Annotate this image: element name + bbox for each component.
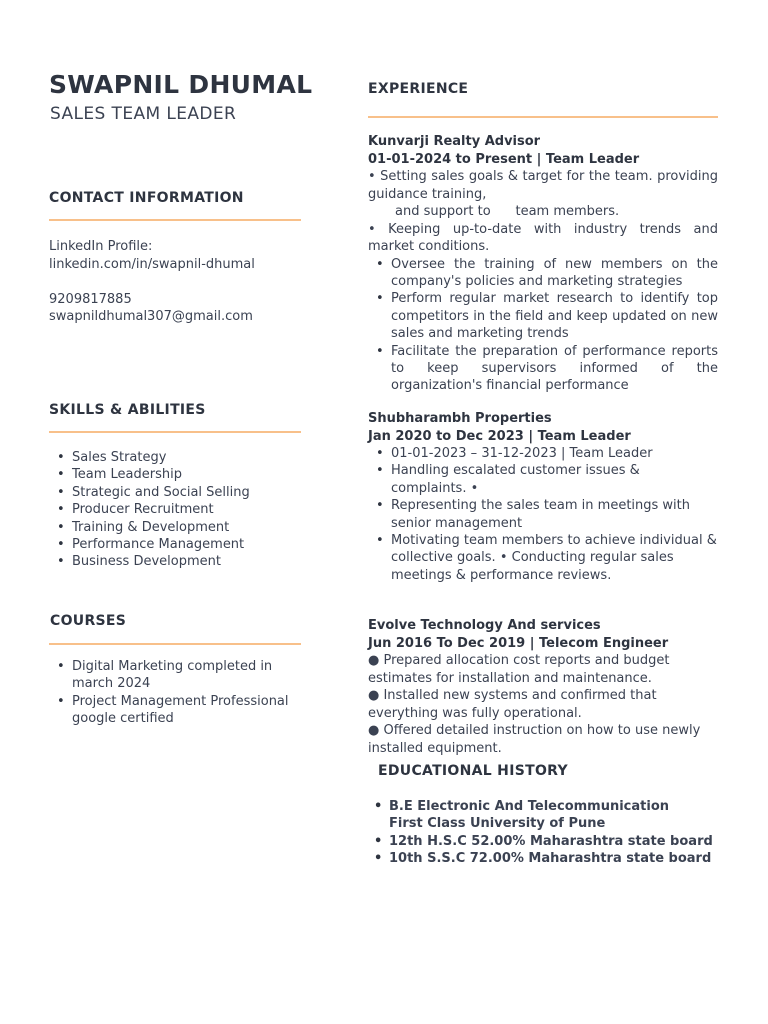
courses-list: [49, 658, 299, 728]
job-bullets: [368, 445, 718, 584]
skills-divider: [49, 431, 301, 433]
job-bullet: • Oversee the training of new members on the company's policies and marketing strategies: [368, 256, 718, 291]
skill-item: • Sales Strategy: [49, 449, 309, 466]
skills-list: [49, 449, 309, 571]
education-item: First Class University of Pune: [389, 816, 606, 832]
resume-job-title: SALES TEAM LEADER: [50, 104, 237, 124]
skill-item: • Producer Recruitment: [49, 501, 309, 518]
experience-heading: EXPERIENCE: [368, 81, 469, 97]
courses-heading: COURSES: [50, 613, 127, 629]
contact-spacer: [49, 273, 309, 291]
skill-item: • Performance Management: [49, 536, 309, 553]
linkedin-label: LinkedIn Profile:: [49, 239, 153, 254]
job-bullet: • Handling escalated customer issues & complaints. •: [368, 462, 718, 497]
job-bullet: • Facilitate the preparation of performance reports to keep supervisors informed of the organization's financial performance: [368, 343, 718, 395]
email-link[interactable]: swapnildhumal307@gmail.com: [49, 309, 253, 324]
job-kunvarji: [368, 133, 718, 395]
course-item: • Project Management Professional google certified: [49, 693, 299, 728]
skill-item: • Business Development: [49, 553, 309, 570]
education-item: • 10th S.S.C 72.00% Maharashtra state board: [366, 850, 726, 867]
job-point: ● Installed new systems and confirmed that everything was fully operational.: [368, 688, 657, 721]
job-bullets: [368, 256, 718, 395]
phone-number: 9209817885: [49, 291, 132, 307]
job-evolve: [368, 617, 718, 757]
job-company: Evolve Technology And services: [368, 618, 601, 633]
job-duty-line: and support to team members.: [395, 204, 620, 219]
job-duty-line: • Setting sales goals & target for the team. providing guidance training,: [368, 169, 718, 202]
linkedin-link[interactable]: linkedin.com/in/swapnil-dhumal: [49, 256, 255, 272]
job-bullet: • Motivating team members to achieve individual & collective goals. • Conducting regular sales meetings & performance reviews.: [368, 532, 718, 584]
skill-item: • Training & Development: [49, 519, 309, 536]
education-list: [366, 798, 726, 868]
job-period: 01-01-2024 to Present | Team Leader: [368, 151, 640, 167]
job-company: Shubharambh Properties: [368, 411, 552, 426]
contact-block: [49, 238, 309, 326]
job-bullet: • Representing the sales team in meetings with senior management: [368, 497, 718, 532]
courses-divider: [49, 643, 301, 645]
job-duty-line: • Keeping up-to-date with industry trends and market conditions.: [368, 221, 718, 254]
experience-divider: [368, 116, 718, 118]
job-bullet: • 01-01-2023 – 31-12-2023 | Team Leader: [368, 445, 718, 462]
job-company: Kunvarji Realty Advisor: [368, 134, 541, 149]
skill-item: • Strategic and Social Selling: [49, 484, 309, 501]
job-point: ● Offered detailed instruction on how to use newly installed equipment.: [368, 723, 701, 756]
job-period: Jun 2016 To Dec 2019 | Telecom Engineer: [368, 635, 669, 651]
skills-heading: SKILLS & ABILITIES: [49, 402, 206, 418]
resume-name: SWAPNIL DHUMAL: [49, 70, 313, 99]
job-shubharambh: [368, 410, 718, 584]
job-bullet: • Perform regular market research to identify top competitors in the field and keep updated on new sales and marketing trends: [368, 290, 718, 342]
contact-heading: CONTACT INFORMATION: [49, 190, 244, 206]
education-item: • 12th H.S.C 52.00% Maharashtra state board: [366, 833, 726, 850]
education-item: • B.E Electronic And Telecommunication: [366, 798, 726, 815]
job-period: Jan 2020 to Dec 2023 | Team Leader: [368, 428, 631, 444]
skill-item: • Team Leadership: [49, 466, 309, 483]
course-item: • Digital Marketing completed in march 2024: [49, 658, 299, 693]
contact-divider: [49, 219, 301, 221]
job-point: ● Prepared allocation cost reports and budget estimates for installation and maintenance.: [368, 653, 670, 686]
education-heading: EDUCATIONAL HISTORY: [378, 763, 568, 779]
